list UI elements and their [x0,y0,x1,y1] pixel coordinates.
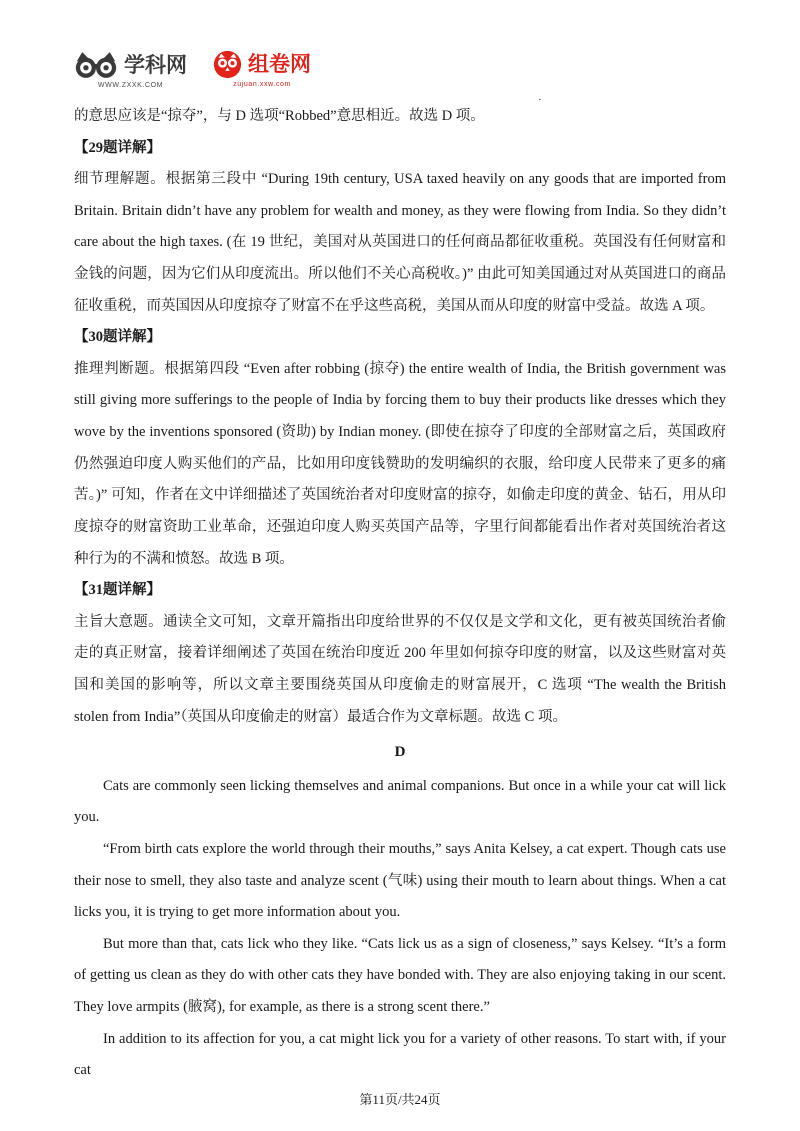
document-body [74,101,726,1087]
owl-glasses-icon [74,50,118,80]
xuekewang-logo-url: WWW.ZXXK.COM [97,82,164,89]
zujuanwang-logo-url: zujuan.xxw.com [233,81,291,88]
zujuanwang-logo-name: 组卷网 [248,53,311,76]
zujuanwang-logo [213,50,311,88]
passage-d-paragraph-2: “From birth cats explore the world through their mouths,” says Anita Kelsey, a cat expert. Though cats use their nose to smell, they also taste and analyze scent (气味) using their mouth to learn about things. When a cat licks you, it is trying to get more information about you. [74,840,726,921]
explanation-q30: 推理判断题。根据第四段 “Even after robbing (掠夺) the entire wealth of India, the British government was still giving more sufferings to the people of India by forcing them to buy their products like dresses which they wove by the inventions sponsored (资助) by Indian money. (即使在掠夺了印度的全部财富之后，英国政府仍然强迫印度人购买他们的产品，比如用印度钱赞助的发明编织的衣服，给印度人民带来了更多的痛苦。)” 可知，作者在文中详细描述了英国统治者对印度财富的掠夺，如偷走印度的黄金、钻石，用从印度掠夺的财富资助工业革命，还强迫印度人购买英国产品等，字里行间都能看出作者对英国统治者这种行为的不满和愤怒。故选 B 项。 [74,360,726,567]
page-footer [74,1089,726,1108]
passage-d-paragraph-4: In addition to its affection for you, a cat might lick you for a variety of other reasons. To start with, if your cat [74,1030,726,1079]
stray-mark: · [538,94,542,106]
xuekewang-logo [74,50,187,89]
passage-d-label: D [394,744,406,761]
heading-q31: 【31题详解】 [74,582,161,599]
page-indicator: 第11页/共24页 [359,1091,441,1107]
heading-q29: 【29题详解】 [74,139,161,156]
explanation-q31: 主旨大意题。通读全文可知，文章开篇指出印度给世界的不仅仅是文学和文化，更有被英国统治者偷走的真正财富，接着详细阐述了英国在统治印度近 200 年里如何掠夺印度的财富，以及这些财富对英国和美国的影响等，所以文章主要围绕英国从印度偷走的财富展开，C 选项 “The wealth the British stolen from India”（英国从印度偷走的财富）最适合作为文章标题。故选 C 项。 [74,613,726,725]
xuekewang-logo-row [74,50,187,80]
heading-q30: 【30题详解】 [74,329,161,346]
explanation-q29: 细节理解题。根据第三段中 “During 19th century, USA taxed heavily on any goods that are imported from Britain. Britain didn’t have any problem for wealth and money, as they were flowing from India. So they didn’t care about the high taxes. (在 19 世纪，美国对从英国进口的任何商品都征收重税。英国没有任何财富和金钱的问题，因为它们从印度流出。所以他们不关心高税收。)” 由此可知美国通过对从英国进口的商品征收重税，而英国因从印度掠夺了财富不在乎这些高税，美国从而从印度的财富中受益。故选 A 项。 [74,171,726,314]
answer-28-conclusion: 的意思应该是“掠夺”，与 D 选项“Robbed”意思相近。故选 D 项。 [74,108,485,124]
owl-circle-icon [213,50,242,79]
passage-d-paragraph-3: But more than that, cats lick who they like. “Cats lick us as a sign of closeness,” says Kelsey. “It’s a form of getting us clean as they do with other cats they have bonded with. They are also enjoying taking in our scent. They love armpits (腋窝), for example, as there is a strong scent there.” [74,935,726,1015]
xuekewang-logo-name: 学科网 [124,53,187,77]
header-logos [74,50,726,89]
passage-d-paragraph-1: Cats are commonly seen licking themselves and animal companions. But once in a while your cat will lick you. [74,777,726,826]
zujuanwang-logo-row [213,50,311,79]
